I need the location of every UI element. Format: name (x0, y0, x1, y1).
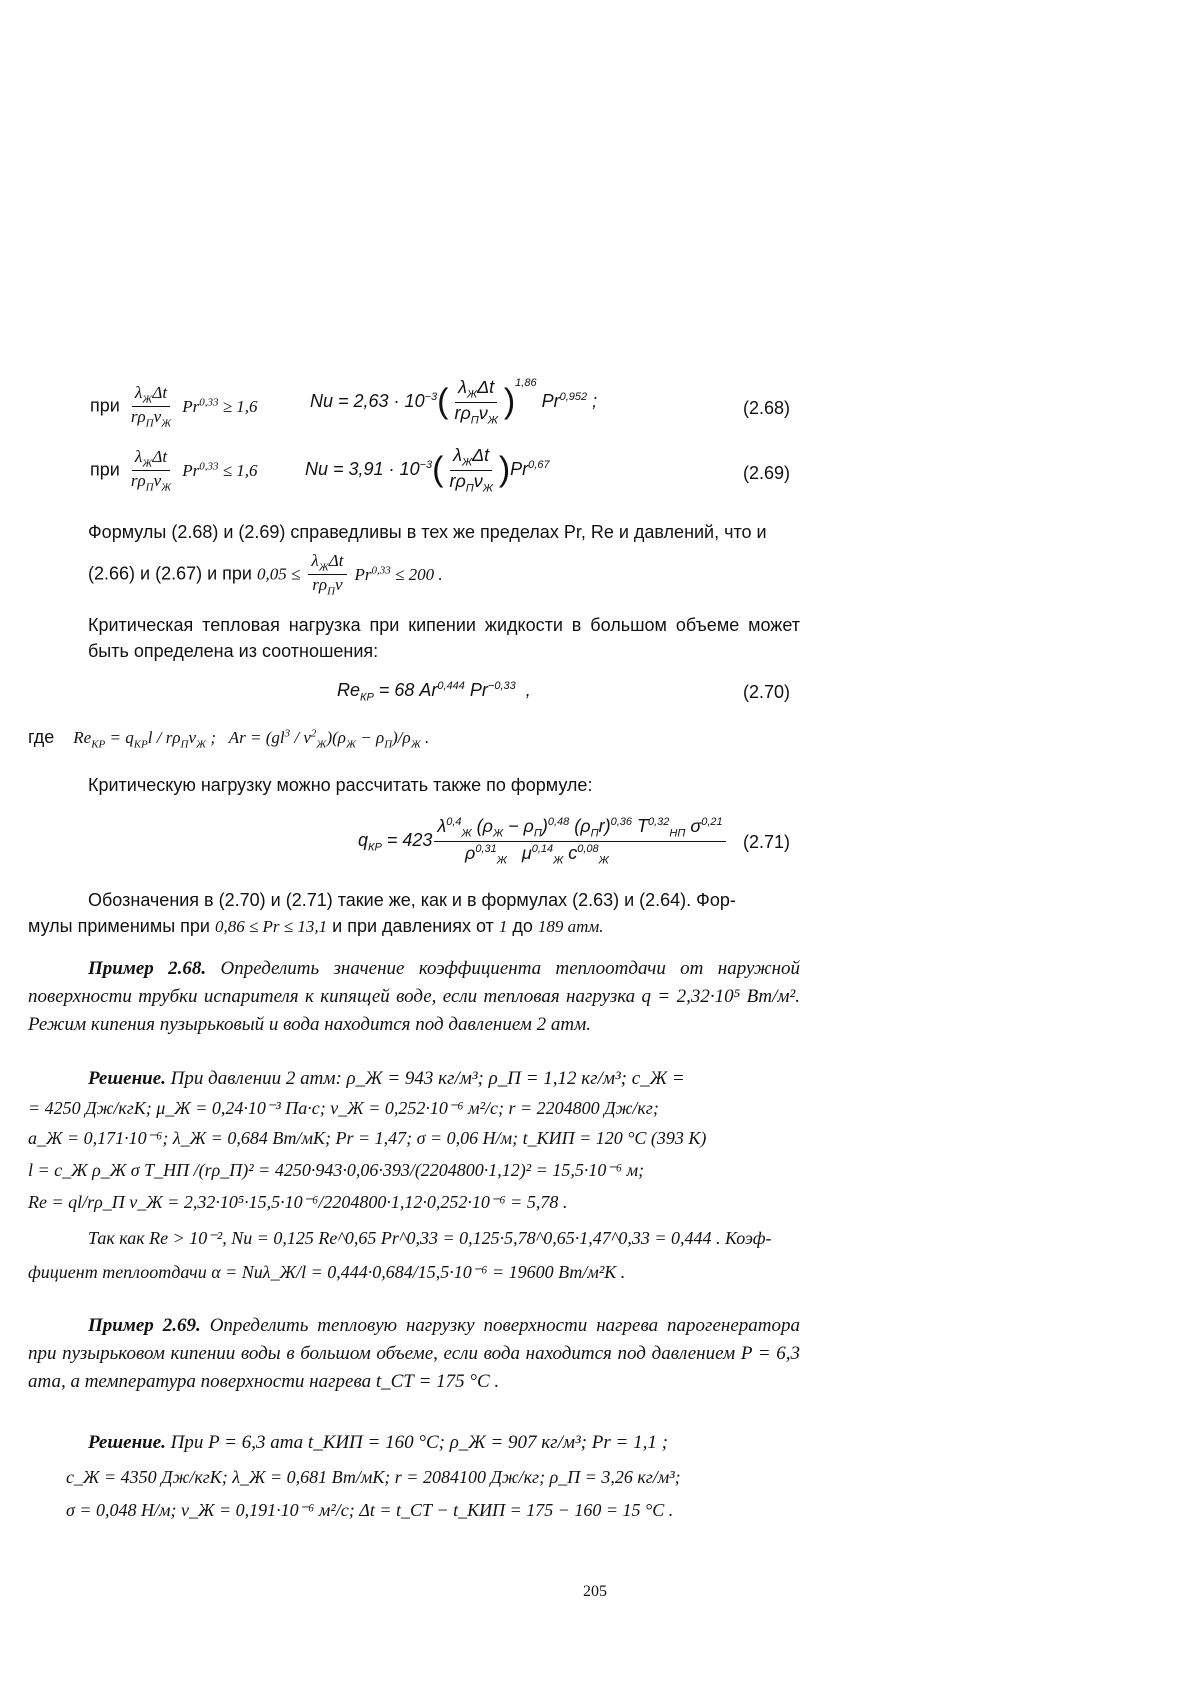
example-2-69-solution-line3: σ = 0,048 Н/м; ν_Ж = 0,191·10⁻⁶ м²/с; Δt = t_СТ − t_КИП = 175 − 160 = 15 °C . (66, 1500, 674, 1520)
eq-269-nusselt: $Nu = 3,91 \cdot 10^{-3}$( $\frac{\lambda_Ж\Delta t}{r\rho_П\nu_Ж}$ )Pr$^{0,67}$ (305, 445, 550, 495)
example-2-69-solution-line2: c_Ж = 4350 Дж/кгК; λ_Ж = 0,681 Вт/мК; r = 2084100 Дж/кг; ρ_П = 3,26 кг/м³; (66, 1467, 681, 1487)
para3: Критическую нагрузку можно рассчитать также по формуле: (88, 775, 593, 795)
para4-line1: Обозначения в (2.70) и (2.71) такие же, как и в формулах (2.63) и (2.64). Фор- (88, 890, 736, 910)
eq-269-condition-tail: Pr$^{0,33}$ ≤ 1,6 (182, 460, 258, 480)
example-2-68-solution-line1: Решение. При давлении 2 атм: ρ_Ж = 943 кг/м³; ρ_П = 1,12 кг/м³; c_Ж = (88, 1068, 685, 1089)
example-2-69-solution-line1: Решение. При P = 6,3 ата t_КИП = 160 °C; ρ_Ж = 907 кг/м³; Pr = 1,1 ; (88, 1432, 668, 1453)
example-2-68-solution-line5: Re = ql/rρ_П ν_Ж = 2,32·10⁵·15,5·10⁻⁶/2204800·1,12·0,252·10⁻⁶ = 5,78 . (28, 1192, 568, 1212)
eq-268-condition-fraction: $\frac{\lambda_Ж\Delta t}{r\rho_П\nu_Ж}$ (130, 383, 172, 430)
eq-268-condition-tail: Pr$^{0,33}$ ≥ 1,6 (182, 396, 258, 416)
equation-2-68 (90, 384, 258, 430)
equation-2-70: $Re_{КР} = 68$ Ar$^{0,444}$ $Pr^{-0,33}$ , (337, 680, 531, 704)
equation-2-71: $q_{КР} = 423$ $\frac{\lambda^{0,4}_Ж (\rho_Ж - \rho_П)^{0,48} (\rho_Пr)^{0,36} T^{0,32}_{НП} \sigma^{0,21}}{\rho^{0,31}_Ж \mu^{0,14}_Ж c^{0,08}_Ж}$ (358, 816, 729, 866)
example-2-68-statement (28, 955, 800, 1039)
para1-line2: (2.66) и (2.67) и при 0,05 ≤ $\frac{\lambda_Ж\Delta t}{r\rho_П\nu}$ Pr$^{0,33}$ ≤ 200 . (88, 551, 443, 598)
example-2-69-title: Пример 2.69. (88, 1315, 201, 1336)
example-2-68-solution-line3: a_Ж = 0,171·10⁻⁶; λ_Ж = 0,684 Вт/мК; Pr = 1,47; σ = 0,06 Н/м; t_КИП = 120 °C (393 K) (28, 1128, 707, 1148)
para4-line2: мулы применимы при 0,86 ≤ Pr ≤ 13,1 и при давлениях от 1 до 189 атм. (28, 916, 604, 936)
example-2-69-text: Определить тепловую нагрузку поверхности нагрева парогенератора при пузырьковом кипении воды в большом объеме, если вода находится под давлением P = 6,3 ата, а температура поверхности нагрева t_СТ = 175 °C . (28, 1315, 800, 1392)
where-label: где (28, 727, 55, 747)
page-number: 205 (583, 1583, 607, 1600)
eq-269-pri: при (90, 459, 120, 480)
eq-270-number: (2.70) (743, 682, 791, 702)
example-2-68-title: Пример 2.68. (88, 958, 207, 979)
eq-269-number: (2.69) (743, 463, 791, 483)
example-2-68-solution-line7: фициент теплоотдачи α = Nuλ_Ж/l = 0,444·0,684/15,5·10⁻⁶ = 19600 Вт/м²K . (28, 1262, 626, 1282)
eq-268-pri: при (90, 395, 120, 416)
eq-268-nusselt: $Nu = 2,63 \cdot 10^{-3}$( $\frac{\lambda_Ж\Delta t}{r\rho_П\nu_Ж}$ )$^{1,86}$ Pr$^{0,952}$ ; (310, 376, 598, 427)
eq-269-condition-fraction: $\frac{\lambda_Ж\Delta t}{r\rho_П\nu_Ж}$ (130, 447, 172, 494)
para2-critical-load: Критическая тепловая нагрузка при кипении жидкости в большом объеме может быть определена из соотношения: (88, 615, 800, 661)
example-2-69-statement (28, 1312, 800, 1396)
example-2-68-solution-line6: Так как Re > 10⁻², Nu = 0,125 Re^0,65 Pr^0,33 = 0,125·5,78^0,65·1,47^0,33 = 0,444 . Коэф- (88, 1228, 772, 1248)
para1-line1: Формулы (2.68) и (2.69) справедливы в тех же пределах Pr, Re и давлений, что и (88, 522, 767, 542)
where-line: где $Re_{КР} = q_{КР}l / r\rho_П\nu_Ж$ ; $Ar = (gl^3 / \nu^2_Ж)(\rho_Ж - \rho_П)/\rho_Ж$ . (28, 727, 430, 751)
eq-271-number: (2.71) (743, 832, 791, 852)
example-2-68-text: Определить значение коэффициента теплоотдачи от наружной поверхности трубки испарителя к кипящей воде, если тепловая нагрузка q = 2,32·10⁵ Вт/м². Режим кипения пузырьковый и вода находится под давлением 2 атм. (28, 958, 800, 1035)
example-2-68-solution-line2: = 4250 Дж/кгК; μ_Ж = 0,24·10⁻³ Па·с; ν_Ж = 0,252·10⁻⁶ м²/с; r = 2204800 Дж/кг; (28, 1098, 659, 1118)
equation-2-69 (90, 448, 258, 494)
eq-268-number: (2.68) (743, 398, 791, 418)
example-2-68-solution-line4: l = c_Ж ρ_Ж σ T_НП /(rρ_П)² = 4250·943·0,06·393/(2204800·1,12)² = 15,5·10⁻⁶ м; (28, 1160, 645, 1180)
